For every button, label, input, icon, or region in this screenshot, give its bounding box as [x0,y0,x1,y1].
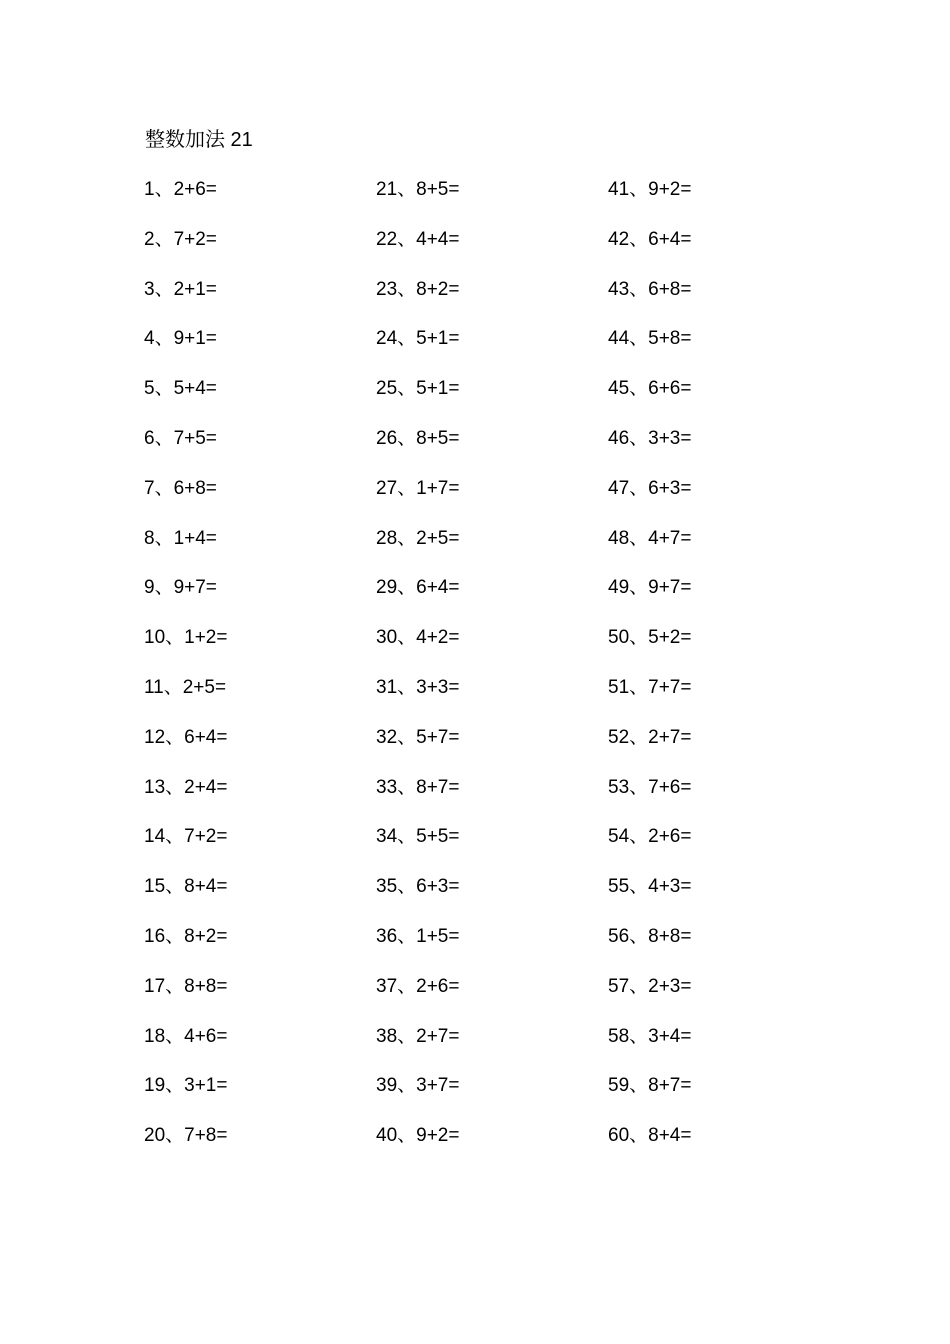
addition-problem: 47、6+3= [608,477,692,499]
addition-problem: 21、8+5= [376,179,460,200]
addition-problem: 36、1+5= [376,925,460,947]
addition-problem: 28、2+5= [376,527,460,549]
addition-problem: 9、9+7= [144,577,217,599]
addition-problem: 2、7+2= [144,228,217,250]
addition-problem: 42、6+4= [608,228,692,250]
addition-problem: 49、9+7= [608,577,692,599]
addition-problem: 48、4+7= [608,527,692,549]
addition-problem: 29、6+4= [376,577,460,599]
addition-problem: 53、7+6= [608,776,692,798]
addition-problem: 58、3+4= [608,1025,692,1047]
addition-problem: 52、2+7= [608,726,692,748]
problem-column-1 [144,176,354,1172]
addition-problem: 55、4+3= [608,876,692,898]
addition-problem: 54、2+6= [608,826,692,848]
addition-problem: 43、6+8= [608,278,692,300]
addition-problem: 18、4+6= [144,1025,228,1047]
addition-problem: 26、8+5= [376,427,460,449]
addition-problem: 35、6+3= [376,876,460,898]
addition-problem: 44、5+8= [608,328,692,350]
addition-problem: 37、2+6= [376,975,460,997]
addition-problem: 14、7+2= [144,826,228,848]
addition-problem: 10、1+2= [144,627,228,649]
addition-problem: 20、7+8= [144,1125,228,1147]
addition-problem: 22、4+4= [376,228,460,250]
addition-problem: 24、5+1= [376,328,460,350]
addition-problem: 7、6+8= [144,477,217,499]
addition-problem: 15、8+4= [144,876,228,898]
addition-problem: 51、7+7= [608,676,692,698]
addition-problem: 4、9+1= [144,328,217,350]
addition-problem: 46、3+3= [608,427,692,449]
addition-problem: 59、8+7= [608,1075,692,1097]
addition-problem: 57、2+3= [608,975,692,997]
addition-problem: 45、6+6= [608,378,692,400]
problem-column-2 [376,176,586,1172]
addition-problem: 19、3+1= [144,1075,228,1097]
addition-problem: 23、8+2= [376,278,460,300]
addition-problem: 8、1+4= [144,527,217,549]
addition-problem: 16、8+2= [144,925,228,947]
addition-problem: 31、3+3= [376,676,460,698]
addition-problem: 6、7+5= [144,427,217,449]
addition-problem: 38、2+7= [376,1025,460,1047]
addition-problem: 11、2+5= [144,676,227,698]
addition-problem: 50、5+2= [608,627,692,649]
addition-problem: 39、3+7= [376,1075,460,1097]
addition-problem: 5、5+4= [144,378,217,400]
addition-problem: 32、5+7= [376,726,460,748]
addition-problem: 60、8+4= [608,1125,692,1147]
addition-problem: 56、8+8= [608,925,692,947]
addition-problem: 27、1+7= [376,477,460,499]
page-title: 整数加法 21 [145,129,253,151]
addition-problem: 1、2+6= [144,179,217,200]
addition-problem: 40、9+2= [376,1125,460,1147]
addition-problem: 12、6+4= [144,726,228,748]
addition-problem: 17、8+8= [144,975,228,997]
addition-problem: 33、8+7= [376,776,460,798]
problem-column-3 [608,176,818,1172]
addition-problem: 41、9+2= [608,179,692,200]
addition-problem: 34、5+5= [376,826,460,848]
addition-problem: 30、4+2= [376,627,460,649]
addition-problem: 13、2+4= [144,776,228,798]
addition-problem: 25、5+1= [376,378,460,400]
addition-problem: 3、2+1= [144,278,217,300]
